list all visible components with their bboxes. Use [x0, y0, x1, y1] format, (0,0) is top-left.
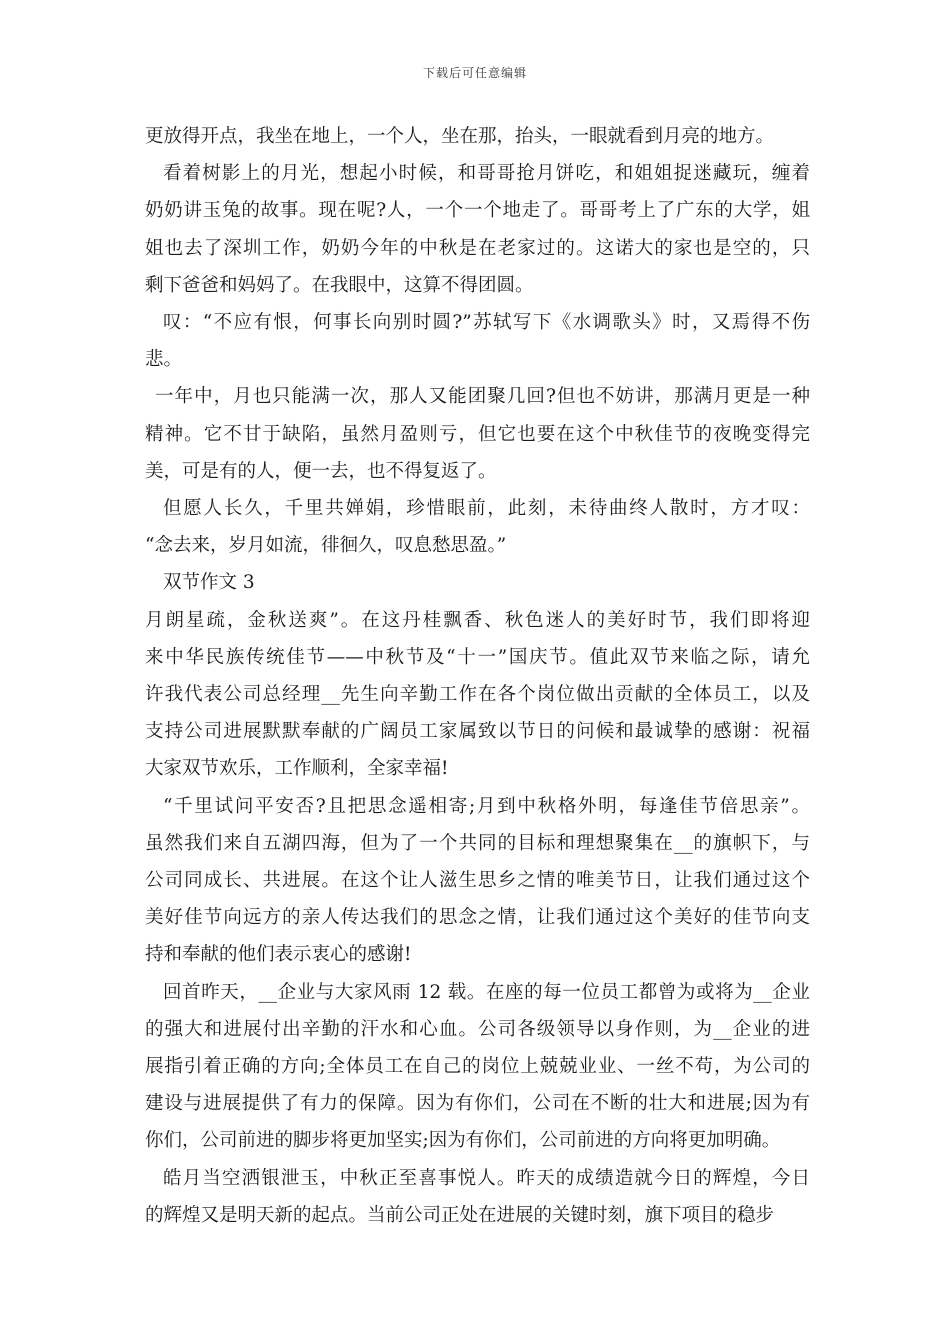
text-line: 一年中，月也只能满一次，那人又能团聚几回?但也不妨讲，那满月更是一种 — [155, 386, 810, 408]
paragraph — [145, 304, 810, 378]
text-line: 公司同成长、共进展。在这个让人滋生思乡之情的唯美节日，让我们通过这个 — [145, 870, 810, 892]
text-line: 许我代表公司总经理__先生向辛勤工作在各个岗位做出贡献的全体员工，以及 — [145, 684, 810, 706]
text-line: 悲。 — [145, 349, 183, 371]
text-line: 皓月当空洒银泄玉，中秋正至喜事悦人。昨天的成绩造就今日的辉煌，今日 — [163, 1167, 810, 1189]
text-line: 你们，公司前进的脚步将更加坚实;因为有你们，公司前进的方向将更加明确。 — [145, 1130, 781, 1152]
text-line: 展指引着正确的方向;全体员工在自己的岗位上兢兢业业、一丝不苟，为公司的 — [145, 1056, 810, 1078]
text-line: 但愿人长久，千里共婵娟，珍惜眼前，此刻，未待曲终人散时，方才叹： — [163, 498, 810, 520]
text-line: “念去来，岁月如流，徘徊久，叹息愁思盈。” — [145, 535, 507, 557]
text-line: 剩下爸爸和妈妈了。在我眼中，这算不得团圆。 — [145, 274, 534, 296]
text-line: 双节作文 3 — [163, 572, 255, 594]
text-line: 奶奶讲玉兔的故事。现在呢?人，一个一个地走了。哥哥考上了广东的大学，姐 — [145, 200, 810, 222]
text-line: “千里试问平安否?且把思念遥相寄;月到中秋格外明，每逢佳节倍思亲”。 — [163, 795, 810, 817]
paragraph — [145, 602, 810, 788]
paragraph — [145, 155, 810, 304]
document-body — [145, 118, 810, 1234]
text-line: 叹：“不应有恨，何事长向别时圆?”苏轼写下《水调歌头》时，又焉得不伤 — [163, 312, 810, 334]
text-line: 月朗星疏，金秋送爽”。在这丹桂飘香、秋色迷人的美好时节，我们即将迎 — [145, 609, 810, 631]
text-line: 姐也去了深圳工作，奶奶今年的中秋是在老家过的。这诺大的家也是空的，只 — [145, 237, 810, 259]
text-line: 持和奉献的他们表示衷心的感谢! — [145, 944, 412, 966]
text-line: 来中华民族传统佳节——中秋节及“十一”国庆节。值此双节来临之际，请允 — [145, 646, 810, 668]
paragraph — [145, 564, 810, 601]
text-line: 的强大和进展付出辛勤的汗水和心血。公司各级领导以身作则，为__企业的进 — [145, 1018, 810, 1040]
text-line: 的辉煌又是明天新的起点。当前公司正处在进展的关键时刻，旗下项目的稳步 — [145, 1204, 775, 1226]
text-line: 更放得开点，我坐在地上，一个人，坐在那，抬头，一眼就看到月亮的地方。 — [145, 126, 775, 147]
paragraph — [145, 118, 810, 155]
paragraph — [145, 490, 810, 564]
text-line: 建设与进展提供了有力的保障。因为有你们，公司在不断的壮大和进展;因为有 — [145, 1093, 810, 1115]
paragraph — [145, 378, 810, 490]
paragraph — [145, 1160, 810, 1234]
page-header: 下载后可任意编辑 — [422, 66, 527, 80]
text-line: 美好佳节向远方的亲人传达我们的思念之情，让我们通过这个美好的佳节向支 — [145, 907, 810, 929]
text-line: 大家双节欢乐，工作顺利，全家幸福! — [145, 758, 449, 780]
text-line: 虽然我们来自五湖四海，但为了一个共同的目标和理想聚集在__的旗帜下，与 — [145, 832, 810, 854]
text-line: 支持公司进展默默奉献的广阔员工家属致以节日的问候和最诚挚的感谢：祝福 — [145, 721, 810, 743]
text-line: 看着树影上的月光，想起小时候，和哥哥抢月饼吃，和姐姐捉迷藏玩，缠着 — [163, 163, 810, 185]
text-line: 精神。它不甘于缺陷，虽然月盈则亏，但它也要在这个中秋佳节的夜晚变得完 — [145, 423, 810, 445]
paragraph — [145, 974, 810, 1160]
text-line: 回首昨天，__企业与大家风雨 12 载。在座的每一位员工都曾为或将为__企业 — [163, 981, 810, 1003]
text-line: 美，可是有的人，便一去，也不得复返了。 — [145, 460, 497, 482]
paragraph — [145, 788, 810, 974]
